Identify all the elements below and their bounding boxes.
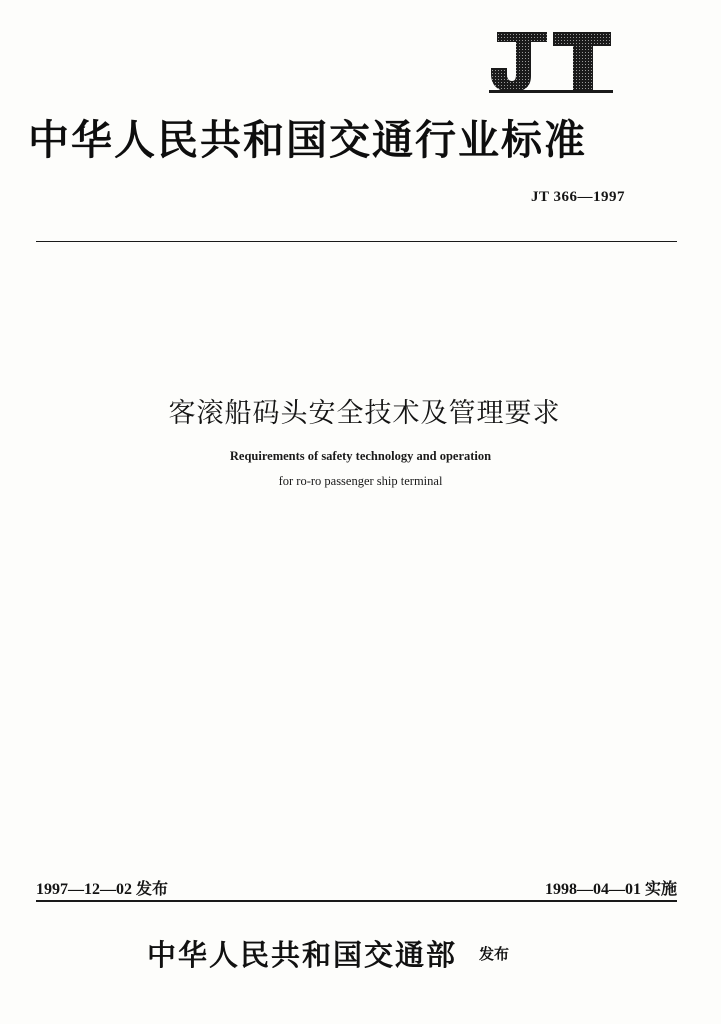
issuer-name: 中华人民共和国交通部 xyxy=(147,938,458,972)
issuer-suffix: 发布 xyxy=(479,945,510,963)
standard-code: JT 366—1997 xyxy=(531,189,625,205)
bottom-divider xyxy=(36,900,677,902)
standard-series-title: 中华人民共和国交通行业标准 xyxy=(28,116,587,164)
jt-logo-graphic xyxy=(489,28,613,94)
top-divider xyxy=(36,241,677,242)
jt-logo xyxy=(489,28,613,94)
issuer-line xyxy=(147,933,509,974)
document-title-english-line2: for ro-ro passenger ship terminal xyxy=(278,474,443,488)
issue-date: 1997—12—02 发布 xyxy=(36,881,169,898)
document-title-chinese: 客滚船码头安全技术及管理要求 xyxy=(168,398,561,429)
effective-date: 1998—04—01 实施 xyxy=(544,881,677,898)
document-title-english-line1: Requirements of safety technology and operation xyxy=(229,449,492,463)
